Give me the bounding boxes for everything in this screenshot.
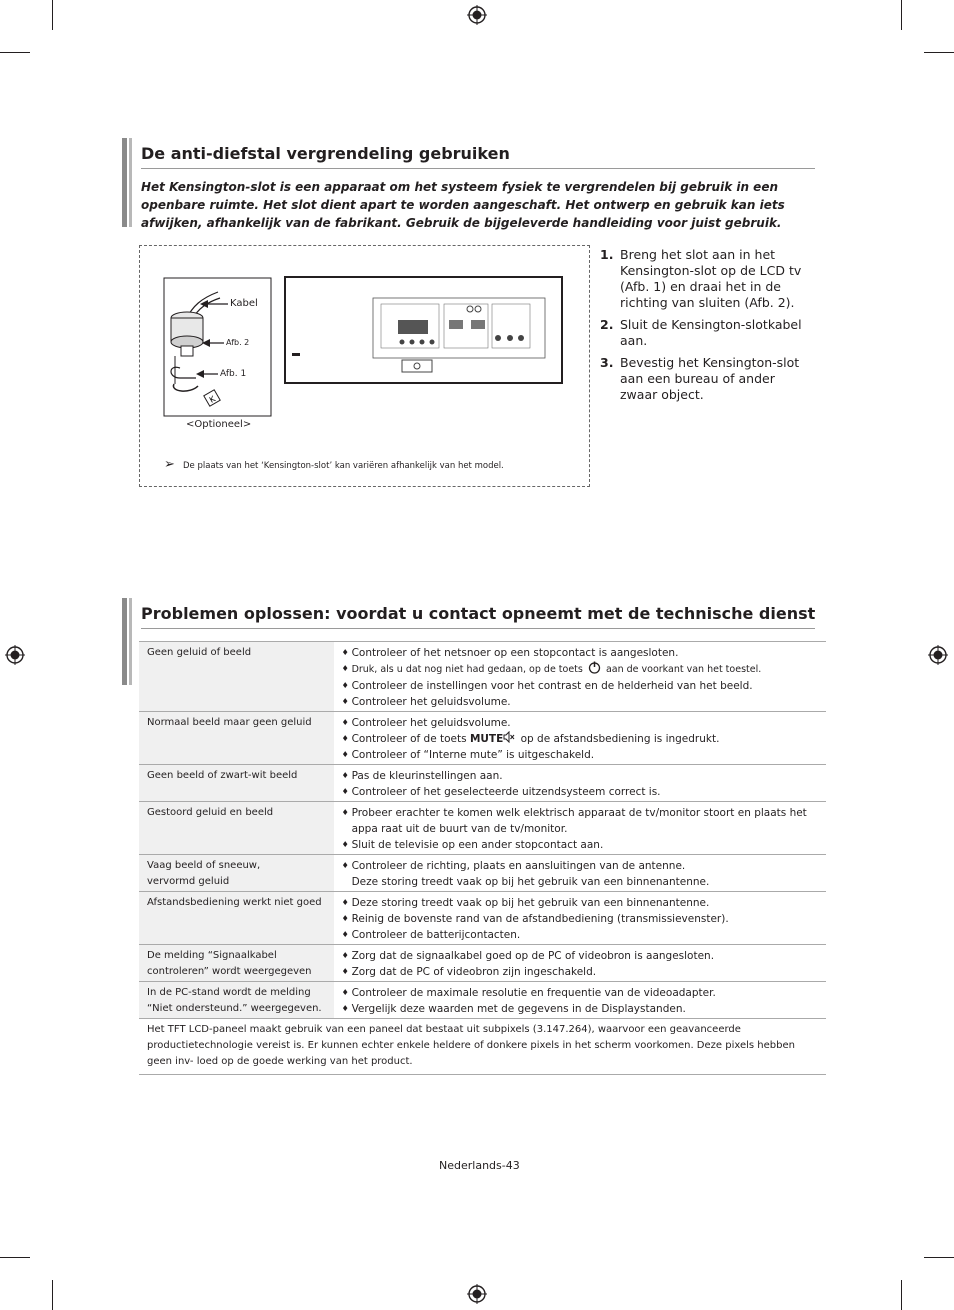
instruction-steps	[600, 247, 810, 409]
mute-icon	[503, 731, 515, 743]
solution-cell: ♦ Probeer erachter te komen welk elektrisch apparaat de tv/monitor stoort en plaats het appa raat uit de buurt van de tv/monitor. ♦ Sluit de televisie op een ander stopcontact aan.	[334, 802, 826, 855]
section-marker	[129, 598, 132, 685]
step-item: 1. Breng het slot aan in het Kensington-slot op de LCD tv (Afb. 1) en draai het in de richting van sluiten (Afb. 2).	[600, 247, 802, 310]
step-item: 2. Sluit de Kensington-slotkabel aan.	[600, 317, 802, 348]
registration-mark-icon	[5, 645, 25, 665]
solution-cell: ♦ Controleer het geluidsvolume. ♦ Controleer of de toets MUTE op de afstandsbediening is ingedrukt. ♦ Controleer of “Interne mute” is uitgeschakeld.	[334, 712, 826, 765]
problem-cell: De melding “Signaalkabel controleren” wordt weergegeven	[139, 945, 334, 982]
crop-mark	[0, 52, 30, 53]
page-number: Nederlands-43	[439, 1159, 520, 1172]
registration-mark-icon	[928, 645, 948, 665]
problem-cell: Normaal beeld maar geen geluid	[139, 712, 334, 765]
table-row	[139, 855, 826, 892]
section-marker	[122, 598, 127, 685]
table-row	[139, 892, 826, 945]
solution-cell: ♦ Controleer de richting, plaats en aansluitingen van de antenne. Deze storing treedt vaak op bij het gebruik van een binnenantenne.	[334, 855, 826, 892]
label-optional: <Optioneel>	[186, 419, 252, 430]
crop-mark	[924, 52, 954, 53]
problem-cell: Vaag beeld of sneeuw, vervormd geluid	[139, 855, 334, 892]
table-row	[139, 765, 826, 802]
kensington-figure	[139, 245, 590, 487]
section-title: Problemen oplossen: voordat u contact opneemt met de technische dienst	[141, 604, 816, 623]
table-row	[139, 945, 826, 982]
label-cable: Kabel	[230, 298, 258, 309]
problem-cell: Afstandsbediening werkt niet goed	[139, 892, 334, 945]
step-item: 3. Bevestig het Kensington-slot aan een bureau of ander zwaar object.	[600, 355, 800, 402]
label-afb1: Afb. 1	[220, 369, 247, 379]
table-row	[139, 982, 826, 1019]
title-rule	[141, 628, 815, 629]
footnote-cell: Het TFT LCD-paneel maakt gebruik van een paneel dat bestaat uit subpixels (3.147.264), waarvoor een geavanceerde productietechnologie vereist is. Er kunnen echter enkele heldere of donkere pixels in het scherm voorkomen. Deze pixels hebben geen inv- loed op de goede werking van het product.	[139, 1019, 826, 1075]
problem-cell: Geen geluid of beeld	[139, 642, 334, 712]
troubleshooting-table	[139, 641, 826, 1075]
section-title: De anti-diefstal vergrendeling gebruiken	[141, 144, 510, 163]
problem-cell: In de PC-stand wordt de melding “Niet ondersteund.” weergegeven.	[139, 982, 334, 1019]
crop-mark	[901, 1280, 902, 1310]
crop-mark	[52, 0, 53, 30]
problem-cell: Gestoord geluid en beeld	[139, 802, 334, 855]
figure-note: De plaats van het ‘Kensington-slot’ kan variëren afhankelijk van het model.	[183, 461, 504, 471]
section-marker	[129, 138, 132, 227]
table-row	[139, 712, 826, 765]
power-icon	[588, 661, 601, 674]
table-row	[139, 802, 826, 855]
table-row	[139, 642, 826, 712]
kensington-illustration	[140, 246, 589, 486]
section-marker	[122, 138, 127, 227]
intro-text: Het Kensington-slot is een apparaat om het systeem fysiek te vergrendelen bij gebruik in een openbare ruimte. Het slot dient apart te worden aangeschaft. Het ontwerp en gebruik kan iets afwijken, afhankelijk van de fabrikant. Gebruik de bijgeleverde handleiding voor juist gebruik.	[141, 180, 785, 230]
registration-mark-icon	[467, 5, 487, 25]
crop-mark	[924, 1257, 954, 1258]
solution-cell: ♦ Pas de kleurinstellingen aan. ♦ Controleer of het geselecteerde uitzendsysteem correct is.	[334, 765, 826, 802]
solution-cell: ♦ Controleer of het netsnoer op een stopcontact is aangesloten. ♦ Druk, als u dat nog niet had gedaan, op de toets aan de voorkant van het toestel. ♦ Controleer de instellingen voor het contrast en de helderheid van het beeld. ♦ Controleer het geluidsvolume.	[334, 642, 826, 712]
title-rule	[141, 168, 815, 169]
svg-text:K: K	[207, 394, 217, 405]
crop-mark	[0, 1257, 30, 1258]
crop-mark	[901, 0, 902, 30]
label-afb2: Afb. 2	[226, 338, 250, 347]
table-row	[139, 1019, 826, 1075]
registration-mark-icon	[467, 1284, 487, 1304]
crop-mark	[52, 1280, 53, 1310]
solution-cell: ♦ Deze storing treedt vaak op bij het gebruik van een binnenantenne. ♦ Reinig de bovenste rand van de afstandbediening (transmissievenster). ♦ Controleer de batterijcontacten.	[334, 892, 826, 945]
solution-cell: ♦ Controleer de maximale resolutie en frequentie van de videoadapter. ♦ Vergelijk deze waarden met de gegevens in de Displaystanden.	[334, 982, 826, 1019]
note-arrow-icon: ➢	[164, 457, 175, 472]
solution-cell: ♦ Zorg dat de signaalkabel goed op de PC of videobron is aangesloten. ♦ Zorg dat de PC of videobron zijn ingeschakeld.	[334, 945, 826, 982]
problem-cell: Geen beeld of zwart-wit beeld	[139, 765, 334, 802]
